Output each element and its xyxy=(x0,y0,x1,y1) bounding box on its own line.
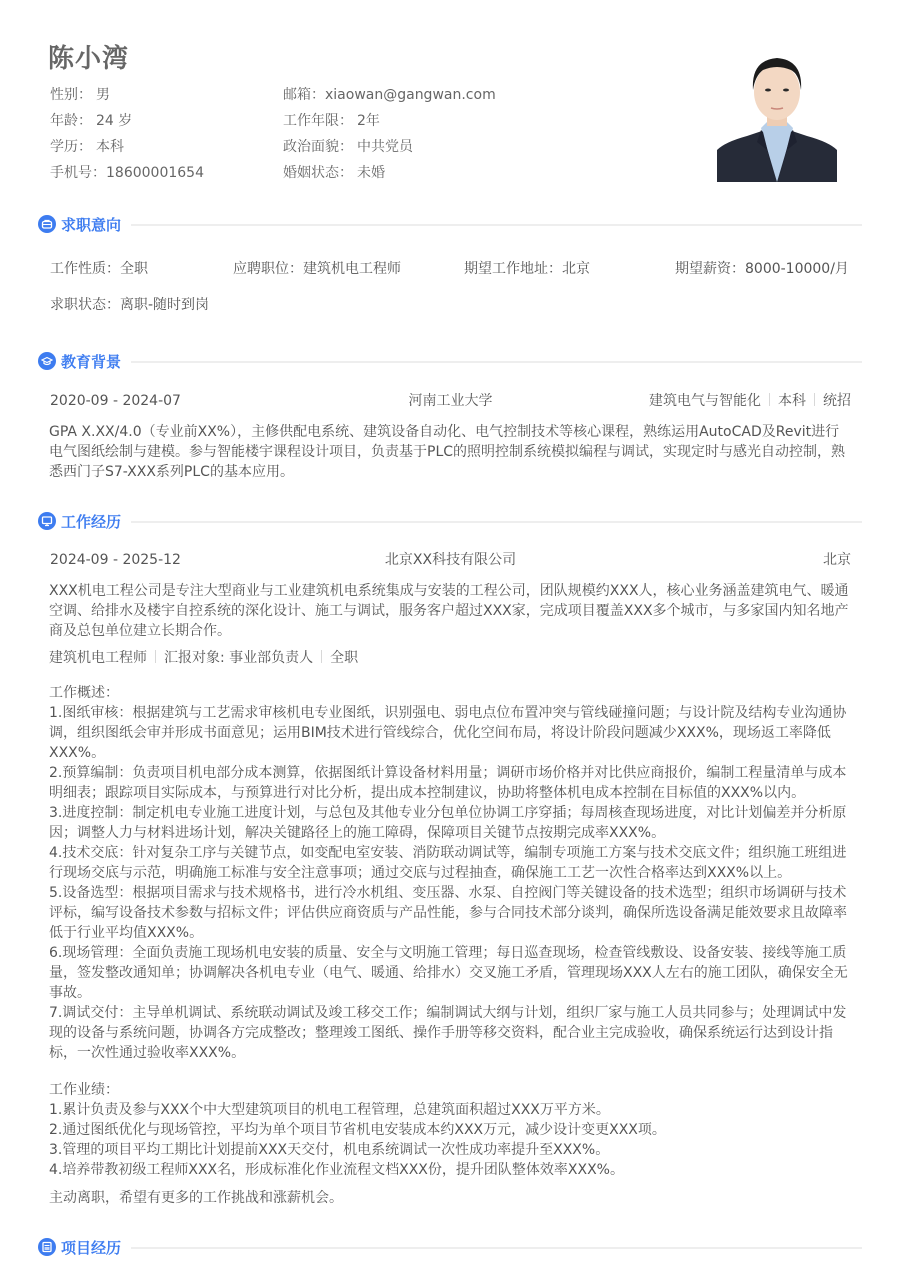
leave-reason: 主动离职，希望有更多的工作挑战和涨薪机会。 xyxy=(49,1190,343,1206)
intent-value: 建筑机电工程师 xyxy=(303,261,401,277)
info-value: 未婚 xyxy=(357,165,385,181)
education-degree: 本科 xyxy=(778,393,806,409)
info-political-status xyxy=(283,136,496,162)
intent-value: 北京 xyxy=(562,261,590,277)
intent-value: 离职-随时到岗 xyxy=(120,297,210,313)
work-role-line xyxy=(49,648,358,668)
separator xyxy=(769,393,770,406)
overview-item: 4.技术交底：针对复杂工序与关键节点，如变配电室安装、消防联动调试等，编制专项施工方案与技术交底文件；组织施工班组进行现场交底与示范，明确施工标准与安全注意事项；通过交底与过程抽查，确保施工工艺一次性合格率达到XXX%以上。 xyxy=(49,845,847,881)
overview-item: 6.现场管理：全面负责施工现场机电安装的质量、安全与文明施工管理；每日巡查现场，检查管线敷设、设备安装、接线等施工质量，签发整改通知单；协调解决各机电专业（电气、暖通、给排水）交叉施工矛盾，管理现场XXX人左右的施工团队，确保安全无事故。 xyxy=(49,945,848,1001)
section-divider xyxy=(131,224,862,226)
work-achievements xyxy=(49,1080,852,1180)
section-header-work xyxy=(38,509,862,533)
section-divider xyxy=(131,361,862,363)
section-title: 项目经历 xyxy=(61,1238,122,1257)
section-title: 求职意向 xyxy=(61,215,122,234)
info-value: 男 xyxy=(96,87,110,103)
info-label: 性别： xyxy=(50,87,92,103)
info-label: 邮箱： xyxy=(283,87,325,103)
info-label: 工作年限： xyxy=(283,113,353,129)
work-period: 2024-09 - 2025-12 xyxy=(50,552,181,568)
work-overview xyxy=(49,683,852,1063)
info-gender xyxy=(50,84,204,110)
intent-location xyxy=(464,258,590,280)
separator xyxy=(155,650,156,663)
overview-item: 3.进度控制：制定机电专业施工进度计划，与总包及其他专业分包单位协调工序穿插；每周核查现场进度，对比计划偏差并分析原因；调整人力与材料进场计划，解决关键路径上的施工障碍，保障项目关键节点按期完成率XXX%。 xyxy=(49,805,847,841)
achievement-item: 3.管理的项目平均工期比计划提前XXX天交付，机电系统调试一次性成功率提升至XXX%。 xyxy=(49,1142,610,1158)
personal-info-left xyxy=(50,84,204,188)
intent-label: 工作性质： xyxy=(50,261,120,277)
intent-label: 期望薪资： xyxy=(675,261,745,277)
education-period: 2020-09 - 2024-07 xyxy=(50,393,181,409)
education-entry-header xyxy=(50,390,851,412)
personal-info-right xyxy=(283,84,496,188)
info-value: 中共党员 xyxy=(357,139,413,155)
monitor-icon xyxy=(38,512,56,530)
candidate-name: 陈小湾 xyxy=(48,44,130,74)
overview-item: 2.预算编制：负责项目机电部分成本测算，依据图纸计算设备材料用量；调研市场价格并对比供应商报价，编制工程量清单与成本明细表；跟踪项目实际成本，与预算进行对比分析，提出成本控制建议，协助将整体机电成本控制在目标值的XXX%以内。 xyxy=(49,765,847,801)
info-age xyxy=(50,110,204,136)
info-value: 本科 xyxy=(96,139,124,155)
work-entry-header xyxy=(50,549,851,571)
work-job-type: 全职 xyxy=(330,650,359,666)
info-value: 2年 xyxy=(357,113,380,129)
info-label: 年龄： xyxy=(50,113,92,129)
work-role: 建筑机电工程师 xyxy=(49,650,147,666)
section-title: 教育背景 xyxy=(61,352,122,371)
profile-photo xyxy=(717,50,837,182)
section-header-education xyxy=(38,349,862,373)
info-label: 学历： xyxy=(50,139,92,155)
info-value: 18600001654 xyxy=(106,165,204,181)
info-label: 政治面貌： xyxy=(283,139,353,155)
info-value: 24 岁 xyxy=(96,113,133,129)
intent-value: 全职 xyxy=(120,261,148,277)
intent-value: 8000-10000/月 xyxy=(745,261,849,277)
work-report-to: 汇报对象: 事业部负责人 xyxy=(164,650,314,666)
info-value: xiaowan@gangwan.com xyxy=(325,87,496,103)
intent-row-1 xyxy=(50,258,860,280)
separator xyxy=(814,393,815,406)
overview-item: 1.图纸审核：根据建筑与工艺需求审核机电专业图纸，识别强电、弱电点位布置冲突与管线碰撞问题；与设计院及结构专业沟通协调，组织图纸会审并形成书面意见；运用BIM技术进行管线综合，优化空间布局，将设计阶段问题减少XXX%，现场返工率降低XXX%。 xyxy=(49,705,847,761)
education-school: 河南工业大学 xyxy=(408,393,493,409)
separator xyxy=(321,650,322,663)
intent-position xyxy=(233,258,401,280)
education-type: 统招 xyxy=(823,393,851,409)
achievement-item: 2.通过图纸优化与现场管控，平均为单个项目节省机电安装成本约XXX万元，减少设计变更XXX项。 xyxy=(49,1122,666,1138)
section-header-intent xyxy=(38,212,862,236)
section-divider xyxy=(131,521,862,523)
info-work-years xyxy=(283,110,496,136)
education-details xyxy=(649,390,851,412)
intent-label: 期望工作地址： xyxy=(464,261,562,277)
graduation-cap-icon xyxy=(38,352,56,370)
achievement-item: 4.培养带教初级工程师XXX名，形成标准化作业流程文档XXX份，提升团队整体效率XXX%。 xyxy=(49,1162,624,1178)
section-divider xyxy=(131,1247,862,1249)
info-label: 手机号： xyxy=(50,165,106,181)
achievement-item: 1.累计负责及参与XXX个中大型建筑项目的机电工程管理，总建筑面积超过XXX万平方米。 xyxy=(49,1102,610,1118)
education-major: 建筑电气与智能化 xyxy=(649,393,761,409)
overview-item: 7.调试交付：主导单机调试、系统联动调试及竣工移交工作；编制调试大纲与计划，组织厂家与施工人员共同参与；处理调试中发现的设备与系统问题，协调各方完成整改；整理竣工图纸、操作手册等移交资料，配合业主完成验收，确保系统运行达到设计指标，一次性通过验收率XXX%。 xyxy=(49,1005,847,1061)
info-label: 婚姻状态： xyxy=(283,165,353,181)
document-icon xyxy=(38,1238,56,1256)
intent-label: 求职状态： xyxy=(50,297,120,313)
work-city: 北京 xyxy=(823,552,851,568)
info-education xyxy=(50,136,204,162)
work-company: 北京XX科技有限公司 xyxy=(384,552,517,568)
intent-label: 应聘职位： xyxy=(233,261,303,277)
section-header-projects xyxy=(38,1235,862,1259)
info-phone xyxy=(50,162,204,188)
intent-row-2 xyxy=(50,294,209,316)
section-title: 工作经历 xyxy=(61,512,122,531)
overview-item: 5.设备选型：根据项目需求与技术规格书，进行冷水机组、变压器、水泵、自控阀门等关键设备的技术选型；组织市场调研与技术评标，编写设备技术参数与招标文件；评估供应商资质与产品性能，参与合同技术部分谈判，确保所选设备满足能效要求且故障率低于行业平均值XXX%。 xyxy=(49,885,847,941)
achievements-title: 工作业绩： xyxy=(49,1082,119,1098)
education-description: GPA X.XX/4.0（专业前XX%），主修供配电系统、建筑设备自动化、电气控制技术等核心课程，熟练运用AutoCAD及Revit进行电气图纸绘制与建模。参与智能楼宇课程设计项目，负责基于PLC的照明控制系统模拟编程与调试，实现定时与感光自动控制，熟悉西门子S7-XXX系列PLC的基本应用。 xyxy=(49,424,846,480)
intent-salary xyxy=(675,258,849,280)
overview-title: 工作概述： xyxy=(49,685,119,701)
briefcase-icon xyxy=(38,215,56,233)
company-intro: XXX机电工程公司是专注大型商业与工业建筑机电系统集成与安装的工程公司，团队规模约XXX人，核心业务涵盖建筑电气、暖通空调、给排水及楼宇自控系统的深化设计、施工与调试，服务客户超过XXX家，完成项目覆盖XXX多个城市，与多家国内知名地产商及总包单位建立长期合作。 xyxy=(49,583,849,639)
info-email xyxy=(283,84,496,110)
info-marital-status xyxy=(283,162,496,188)
intent-job-type xyxy=(50,258,148,280)
